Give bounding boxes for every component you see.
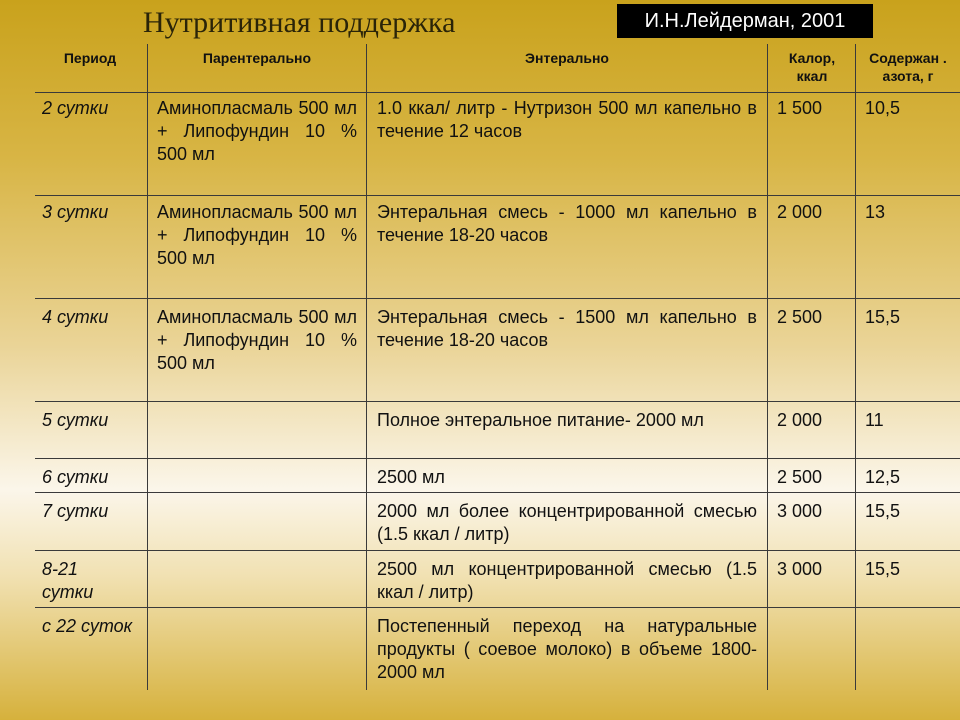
table-cell-parenteral: Аминопласмаль 500 мл + Липофундин 10 % 500 мл [157, 98, 357, 164]
author-citation-badge: И.Н.Лейдерман, 2001 [617, 4, 873, 38]
table-cell-calories: 3 000 [777, 501, 823, 521]
table-cell-period: 8-21 сутки [42, 559, 94, 602]
table-cell-enteral: 2000 мл более концентрированной смесью (1.5 ккал / литр) [377, 501, 757, 544]
column-header-nitrogen: Содержан . азота, г [869, 50, 947, 84]
table-cell-nitrogen: 15,5 [865, 559, 901, 579]
row-divider [35, 607, 960, 608]
table-cell-calories: 3 000 [777, 559, 823, 579]
table-cell-enteral: Энтеральная смесь - 1000 мл капельно в течение 18-20 часов [377, 202, 757, 245]
table-cell-enteral: Энтеральная смесь - 1500 мл капельно в течение 18-20 часов [377, 307, 757, 350]
row-divider [35, 298, 960, 299]
column-header-period: Период [63, 50, 117, 66]
row-divider [35, 550, 960, 551]
row-divider [35, 492, 960, 493]
table-cell-parenteral: Аминопласмаль 500 мл + Липофундин 10 % 500 мл [157, 307, 357, 373]
column-header-enteral: Энтерально [525, 50, 609, 66]
table-cell-enteral: Постепенный переход на натуральные продукты ( соевое молоко) в объеме 1800-2000 мл [377, 616, 757, 682]
table-cell-period: 2 сутки [42, 98, 109, 118]
table-cell-nitrogen: 15,5 [865, 501, 901, 521]
table-cell-nitrogen: 10,5 [865, 98, 901, 118]
table-cell-nitrogen: 13 [865, 202, 886, 222]
slide-title: Нутритивная поддержка [143, 6, 456, 39]
table-cell-nitrogen: 12,5 [865, 467, 901, 487]
table-cell-enteral: 1.0 ккал/ литр - Нутризон 500 мл капельно в течение 12 часов [377, 98, 757, 141]
table-cell-calories: 2 000 [777, 202, 823, 222]
column-header-parenteral: Парентерально [202, 50, 312, 66]
table-cell-period: 5 сутки [42, 410, 109, 430]
table-cell-calories: 2 000 [777, 410, 823, 430]
table-cell-nitrogen: 11 [865, 410, 884, 430]
row-divider [35, 92, 960, 93]
column-divider [366, 44, 367, 690]
table-cell-period: с 22 суток [42, 616, 133, 636]
table-cell-period: 6 сутки [42, 467, 109, 487]
column-divider [147, 44, 148, 690]
row-divider [35, 401, 960, 402]
table-cell-parenteral: Аминопласмаль 500 мл + Липофундин 10 % 500 мл [157, 202, 357, 268]
row-divider [35, 458, 960, 459]
table-cell-period: 7 сутки [42, 501, 109, 521]
table-cell-nitrogen: 15,5 [865, 307, 901, 327]
column-header-calories: Калор, ккал [788, 50, 836, 84]
column-divider [767, 44, 768, 690]
table-cell-period: 4 сутки [42, 307, 109, 327]
table-cell-enteral: 2500 мл [377, 467, 445, 487]
table-cell-enteral: 2500 мл концентрированной смесью (1.5 ккал / литр) [377, 559, 757, 602]
table-cell-calories: 1 500 [777, 98, 823, 118]
table-cell-calories: 2 500 [777, 307, 823, 327]
row-divider [35, 195, 960, 196]
column-divider [855, 44, 856, 690]
table-cell-calories: 2 500 [777, 467, 823, 487]
table-cell-enteral: Полное энтеральное питание- 2000 мл [377, 410, 704, 430]
table-cell-period: 3 сутки [42, 202, 109, 222]
